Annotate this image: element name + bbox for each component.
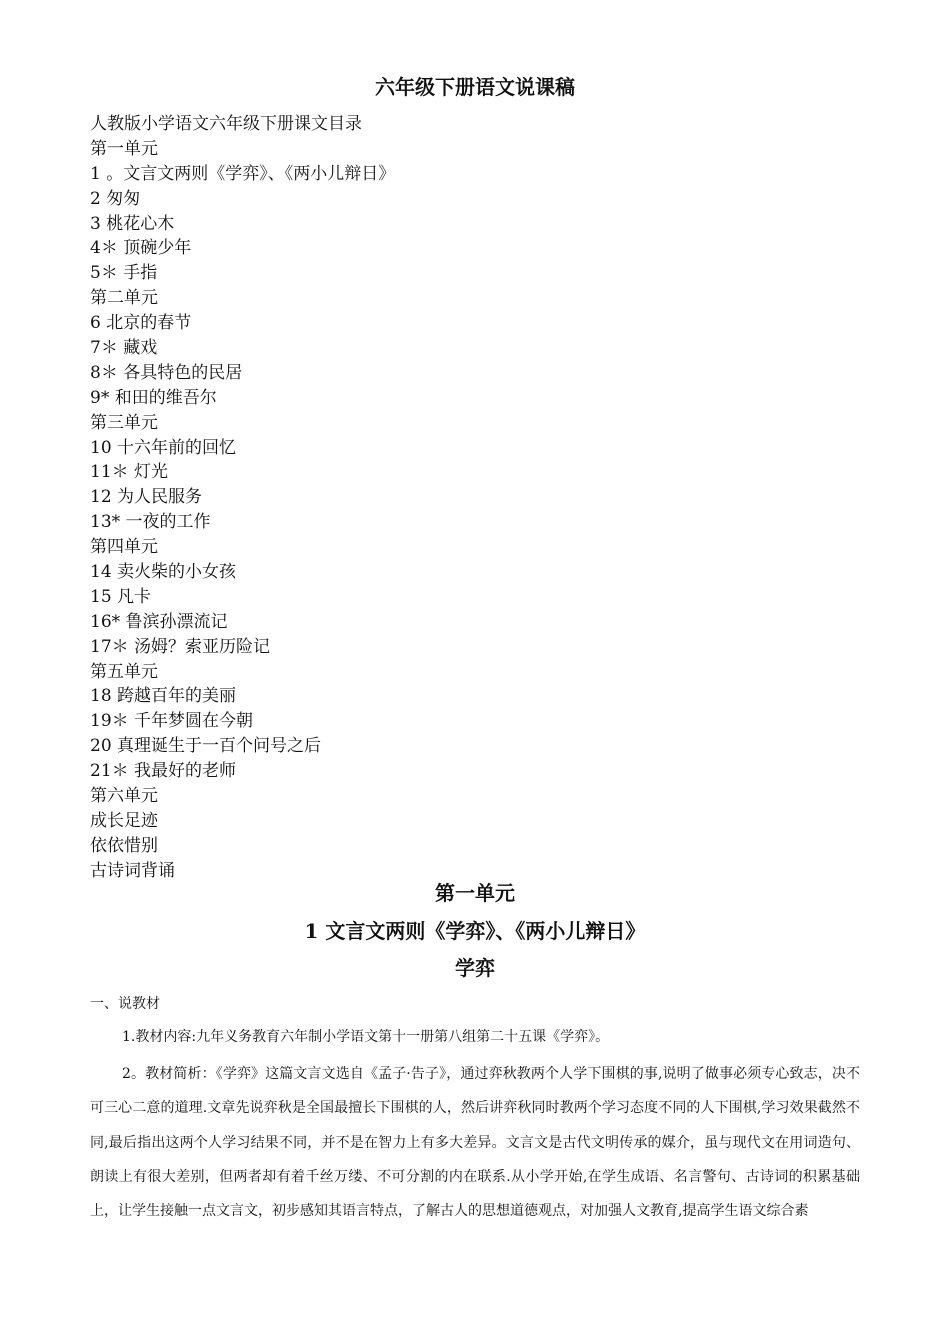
paragraph-textbook-analysis: 2。教材简析：《学弈》这篇文言文选自《孟子·告子》，通过弈秋教两个人学下围棋的事,说明了做事必须专心致志，决不可三心二意的道理.文章先说弈秋是全国最擅长下围棋的人，然后讲弈秋同时教两个学习态度不同的人下围棋,学习效果截然不同,最后指出这两个人学习结果不同，并不是在智力上有多大差异。文言文是古代文明传承的媒介，虽与现代文在用词造句、朗读上有很大差别，但两者却有着千丝万缕、不可分割的内在联系.从小学开始,在学生成语、名言警句、古诗词的积累基础上，让学生接触一点文言文，初步感知其语言特点，了解古人的思想道德观点，对加强人文教育,提高学生语文综合素	[90, 1066, 860, 1220]
toc-item: 15 凡卡	[90, 586, 152, 607]
toc-item: 18 跨越百年的美丽	[90, 686, 237, 707]
toc-unit-2: 第二单元	[90, 288, 158, 309]
toc-item: 20 真理诞生于一百个问号之后	[90, 736, 322, 757]
toc-heading: 人教版小学语文六年级下册课文目录	[90, 114, 362, 134]
toc-item: 1 。文言文两则《学弈》、《两小儿辩日》	[90, 163, 396, 184]
toc-item: 7＊ 藏戏	[90, 338, 158, 359]
toc-item: 2 匆匆	[90, 188, 141, 209]
toc-unit-6: 第六单元	[90, 786, 158, 807]
toc-item: 19＊ 千年梦圆在今朝	[90, 711, 254, 732]
text-heading: 学弈	[455, 956, 495, 980]
paragraph-textbook-content: 1.教材内容:九年义务教育六年制小学语文第十一册第八组第二十五课《学弈》。	[122, 1029, 610, 1045]
toc-item: 9* 和田的维吾尔	[90, 387, 217, 408]
toc-item: 6 北京的春节	[90, 313, 192, 334]
toc-item: 13* 一夜的工作	[90, 512, 211, 533]
toc-item: 依依惜别	[90, 835, 158, 856]
toc-item: 成长足迹	[90, 810, 158, 831]
toc-item: 5＊ 手指	[90, 263, 158, 284]
toc-unit-4: 第四单元	[90, 537, 158, 558]
lesson-heading: 1 文言文两则《学弈》、《两小儿辩日》	[304, 919, 646, 943]
toc-item: 16* 鲁滨孙漂流记	[90, 611, 228, 632]
toc-unit-1: 第一单元	[90, 138, 158, 159]
toc-item: 12 为人民服务	[90, 487, 203, 508]
toc-item: 21＊ 我最好的老师	[90, 761, 237, 782]
document-title: 六年级下册语文说课稿	[375, 75, 575, 99]
toc-item: 古诗词背诵	[90, 860, 175, 881]
toc-item: 17＊ 汤姆？索亚历险记	[90, 636, 271, 657]
toc-item: 10 十六年前的回忆	[90, 437, 237, 458]
unit-heading: 第一单元	[435, 881, 515, 905]
toc-item: 4＊ 顶碗少年	[90, 238, 192, 259]
section-label: 一、说教材	[90, 996, 160, 1012]
toc-item: 14 卖火柴的小女孩	[90, 562, 237, 583]
toc-unit-3: 第三单元	[90, 412, 158, 433]
toc-item: 11＊ 灯光	[90, 462, 169, 483]
toc-unit-5: 第五单元	[90, 661, 158, 682]
toc-item: 8＊ 各具特色的民居	[90, 362, 243, 383]
table-of-contents	[90, 112, 395, 884]
toc-item: 3 桃花心木	[90, 213, 175, 234]
